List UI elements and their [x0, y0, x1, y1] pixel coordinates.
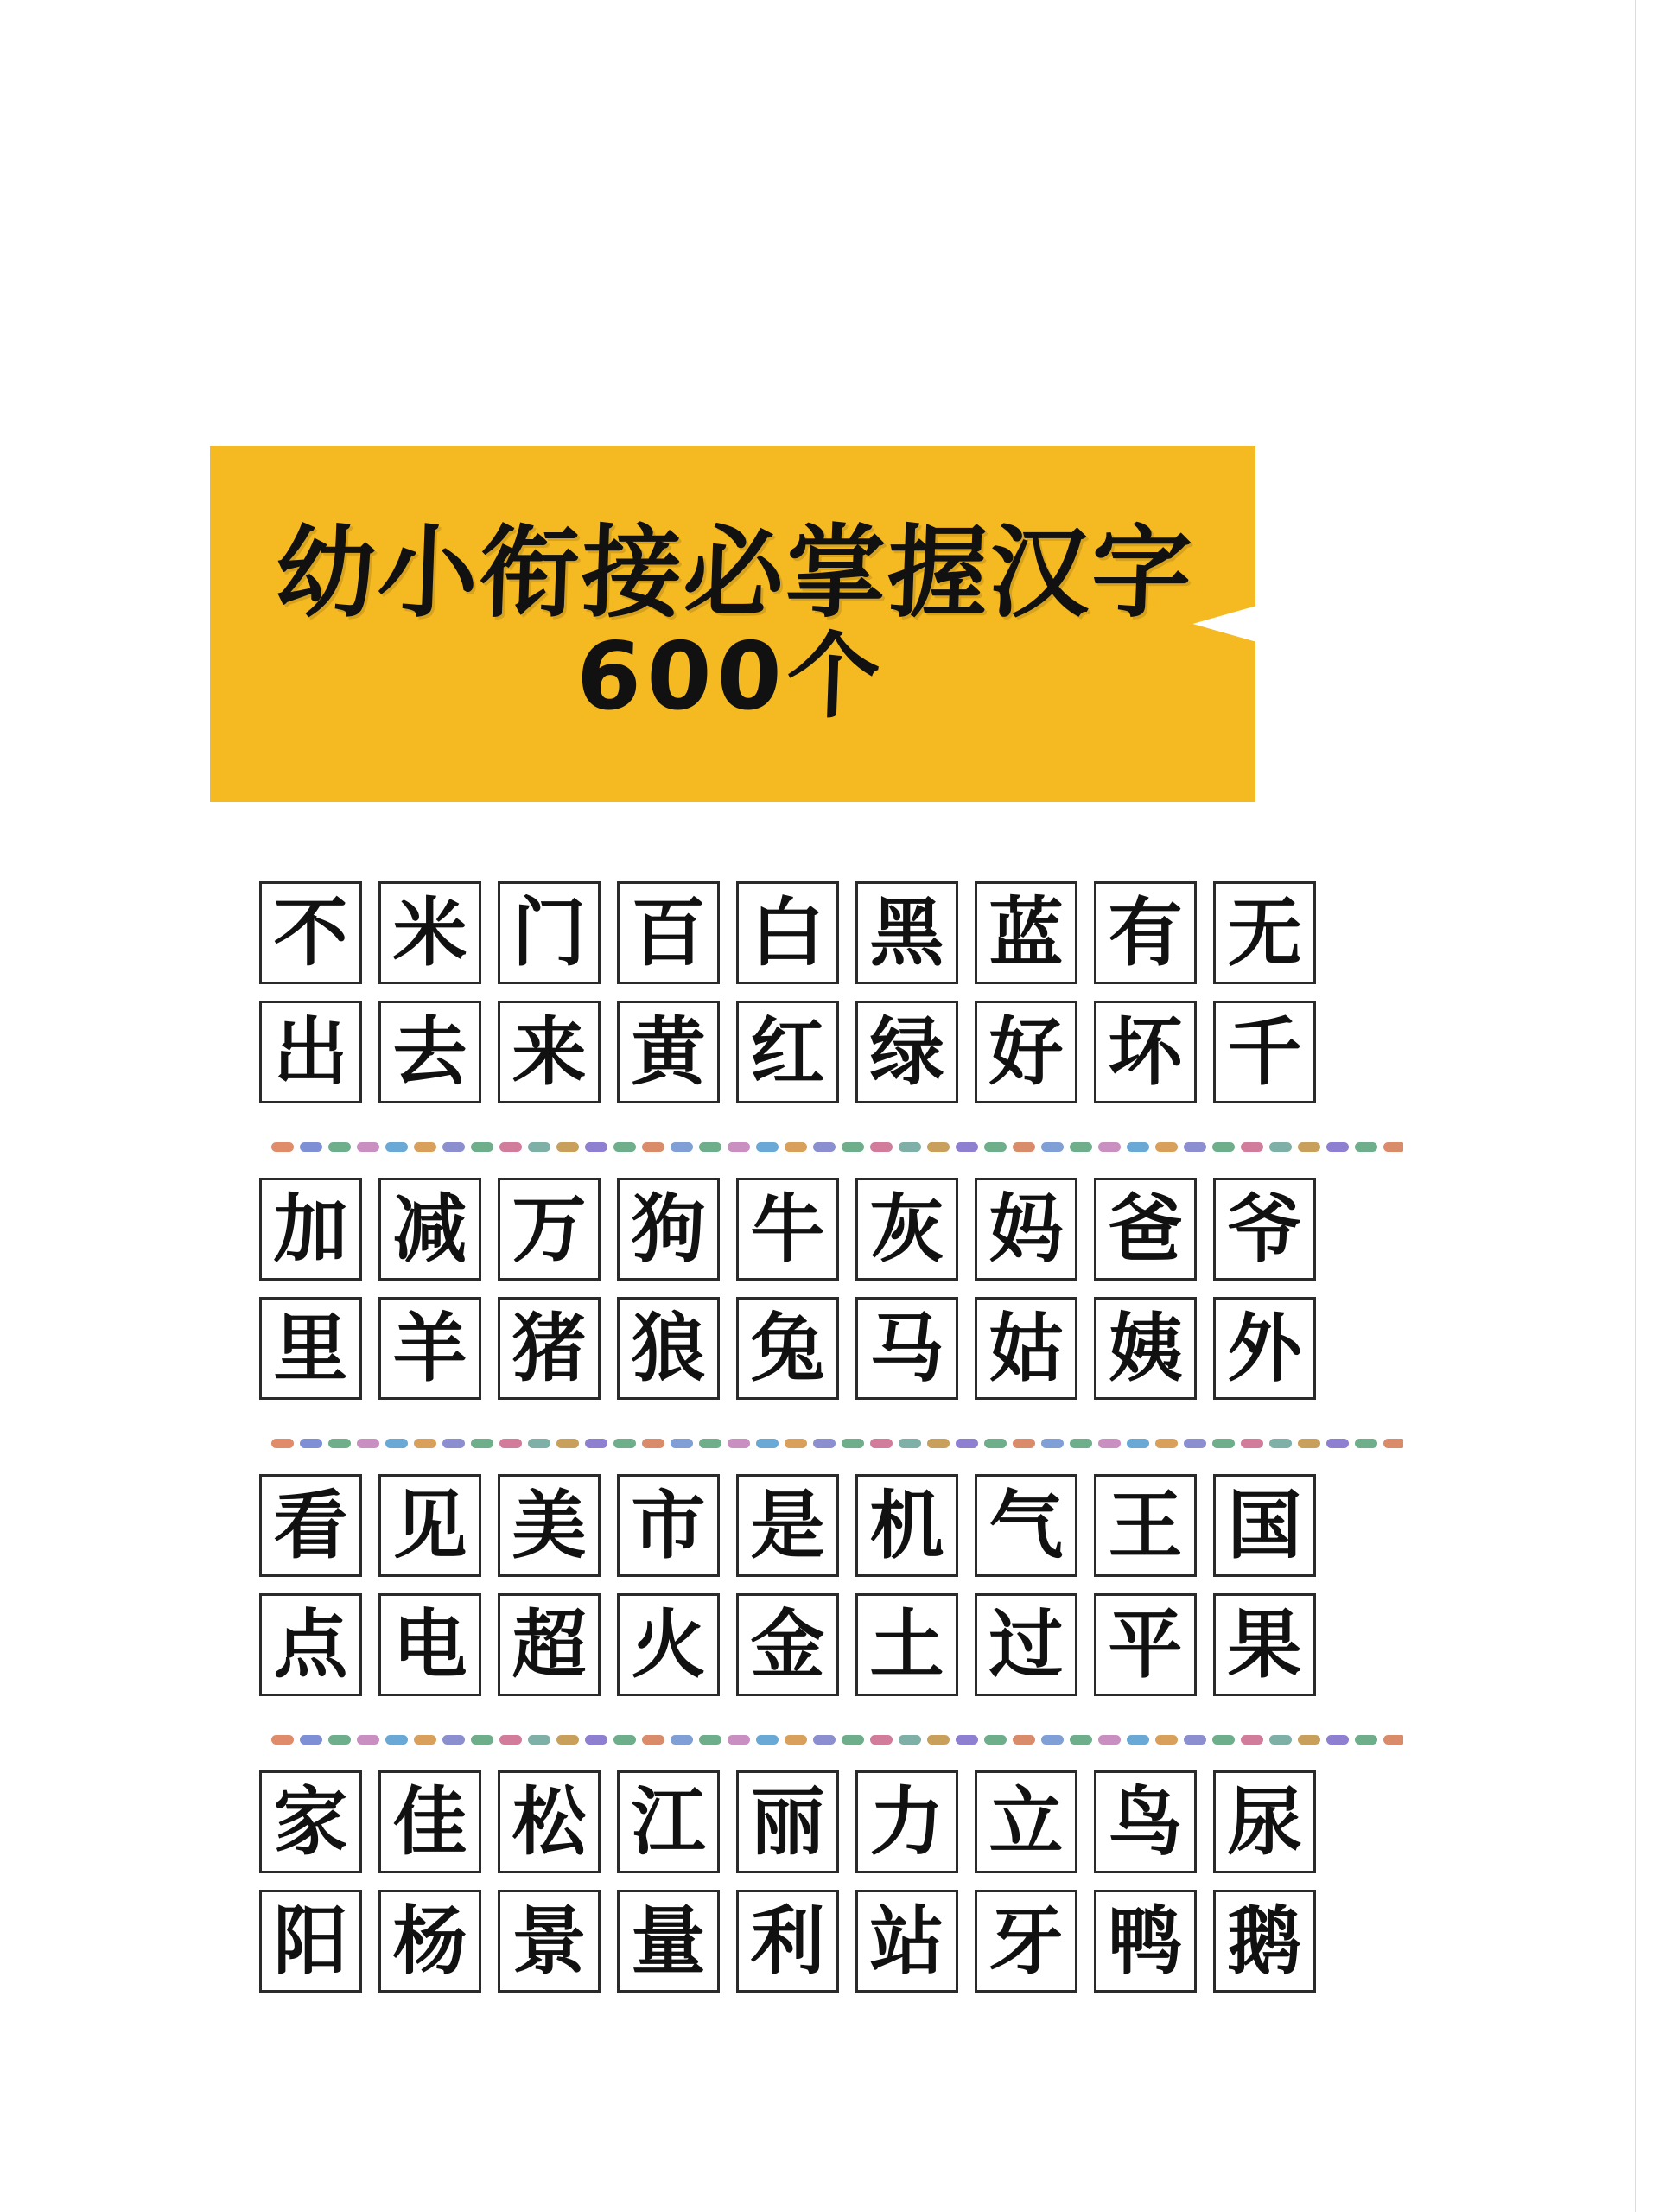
divider-dash	[1241, 1142, 1263, 1152]
character-row	[259, 1593, 1417, 1696]
divider-dash	[1298, 1439, 1320, 1448]
character-cell: 杨	[378, 1890, 481, 1993]
character-cell: 加	[259, 1178, 362, 1281]
divider-dash	[1041, 1735, 1064, 1745]
divider-dash	[357, 1735, 379, 1745]
character-cell: 见	[378, 1474, 481, 1577]
divider-dash	[385, 1439, 408, 1448]
character-cell: 点	[259, 1593, 362, 1696]
character-cell: 无	[1213, 881, 1316, 984]
divider-dash	[756, 1735, 779, 1745]
character-cell: 立	[975, 1770, 1077, 1873]
divider-dash	[1269, 1735, 1292, 1745]
character-cell: 站	[855, 1890, 958, 1993]
character-cell: 不	[259, 881, 362, 984]
divider-dash	[1212, 1142, 1235, 1152]
character-cell: 尿	[1213, 1770, 1316, 1873]
character-cell: 松	[498, 1770, 601, 1873]
divider-dash	[813, 1735, 836, 1745]
character-cell: 狼	[617, 1297, 720, 1400]
divider-dash	[528, 1735, 550, 1745]
divider-dash	[1269, 1439, 1292, 1448]
character-cell: 鹅	[1213, 1890, 1316, 1993]
divider-dash	[1383, 1142, 1403, 1152]
divider-dash	[271, 1735, 294, 1745]
divider-dash	[585, 1439, 607, 1448]
divider-dash	[671, 1735, 693, 1745]
divider-dash	[528, 1142, 550, 1152]
divider-dash	[499, 1735, 522, 1745]
divider-dash	[528, 1439, 550, 1448]
divider-dash	[1383, 1439, 1403, 1448]
character-cell: 减	[378, 1178, 481, 1281]
divider-dash	[1298, 1142, 1320, 1152]
character-cell: 妈	[975, 1178, 1077, 1281]
divider-dash	[756, 1142, 779, 1152]
divider-dash	[927, 1142, 950, 1152]
divider-dash	[1098, 1439, 1121, 1448]
divider-dash	[271, 1439, 294, 1448]
character-cell: 兔	[736, 1297, 839, 1400]
divider-dash	[728, 1439, 750, 1448]
divider-dash	[613, 1439, 636, 1448]
divider-dash	[699, 1142, 721, 1152]
character-cell: 米	[378, 881, 481, 984]
divider-dash	[927, 1439, 950, 1448]
character-cell: 火	[617, 1593, 720, 1696]
character-grid	[259, 1178, 1417, 1416]
divider-dash	[271, 1142, 294, 1152]
character-cell: 绿	[855, 1001, 958, 1103]
character-cell: 万	[498, 1178, 601, 1281]
divider-dash	[1184, 1142, 1206, 1152]
character-cell: 坏	[1094, 1001, 1197, 1103]
divider-dash	[1127, 1439, 1149, 1448]
character-group	[259, 1770, 1417, 2009]
character-cell: 姑	[975, 1297, 1077, 1400]
page-right-edge-rule	[1635, 0, 1636, 2212]
divider-dash	[357, 1142, 379, 1152]
divider-dash	[1155, 1439, 1178, 1448]
character-cell: 里	[259, 1297, 362, 1400]
character-cell: 是	[736, 1474, 839, 1577]
divider-dash	[1241, 1735, 1263, 1745]
page-title-line-1: 幼小衔接必掌握汉字	[273, 515, 1196, 632]
character-cell: 国	[1213, 1474, 1316, 1577]
character-row	[259, 1474, 1417, 1577]
divider-dash	[956, 1735, 978, 1745]
page-title-line-2: 600个	[574, 623, 887, 732]
divider-dash	[728, 1735, 750, 1745]
character-cell: 狗	[617, 1178, 720, 1281]
divider-dash	[1326, 1142, 1349, 1152]
divider-dash	[1070, 1735, 1092, 1745]
divider-dash	[1355, 1439, 1377, 1448]
banner-text-block	[204, 446, 1262, 802]
divider-dash	[328, 1439, 351, 1448]
character-cell: 黑	[855, 881, 958, 984]
character-cell: 马	[855, 1297, 958, 1400]
divider-dash	[442, 1439, 465, 1448]
divider-dash	[300, 1735, 322, 1745]
divider-dash	[1355, 1735, 1377, 1745]
divider-dash	[585, 1735, 607, 1745]
character-group	[259, 881, 1417, 1120]
divider-dash	[1127, 1735, 1149, 1745]
character-cell: 羊	[378, 1297, 481, 1400]
divider-dash	[1098, 1142, 1121, 1152]
divider-dash	[870, 1439, 893, 1448]
character-cell: 去	[378, 1001, 481, 1103]
divider-dash	[870, 1142, 893, 1152]
character-row	[259, 1001, 1417, 1103]
divider-dash	[642, 1735, 664, 1745]
divider-dash	[357, 1439, 379, 1448]
divider-dash	[813, 1439, 836, 1448]
section-divider	[271, 1439, 1403, 1448]
character-cell: 美	[498, 1474, 601, 1577]
character-cell: 超	[498, 1593, 601, 1696]
divider-dash	[556, 1142, 579, 1152]
character-cell: 百	[617, 881, 720, 984]
character-row	[259, 1770, 1417, 1873]
divider-dash	[1326, 1735, 1349, 1745]
character-cell: 利	[736, 1890, 839, 1993]
character-cell: 江	[617, 1770, 720, 1873]
divider-dash	[499, 1439, 522, 1448]
character-row	[259, 1890, 1417, 1993]
divider-dash	[300, 1439, 322, 1448]
divider-dash	[471, 1439, 493, 1448]
character-cell: 佳	[378, 1770, 481, 1873]
divider-dash	[1326, 1439, 1349, 1448]
character-cell: 红	[736, 1001, 839, 1103]
character-cell: 灰	[855, 1178, 958, 1281]
character-cell: 出	[259, 1001, 362, 1103]
character-cell: 鸟	[1094, 1770, 1197, 1873]
divider-dash	[984, 1439, 1007, 1448]
divider-dash	[1041, 1142, 1064, 1152]
character-cell: 王	[1094, 1474, 1197, 1577]
character-row	[259, 1297, 1417, 1400]
divider-dash	[842, 1735, 864, 1745]
divider-dash	[1155, 1142, 1178, 1152]
character-row	[259, 881, 1417, 984]
character-cell: 土	[855, 1593, 958, 1696]
divider-dash	[870, 1735, 893, 1745]
divider-dash	[613, 1735, 636, 1745]
character-cell: 姨	[1094, 1297, 1197, 1400]
divider-dash	[1155, 1735, 1178, 1745]
section-divider	[271, 1142, 1403, 1152]
divider-dash	[1184, 1439, 1206, 1448]
character-cell: 爸	[1094, 1178, 1197, 1281]
character-cell: 机	[855, 1474, 958, 1577]
divider-dash	[899, 1439, 921, 1448]
divider-dash	[385, 1735, 408, 1745]
divider-dash	[813, 1142, 836, 1152]
divider-dash	[1013, 1142, 1035, 1152]
divider-dash	[1013, 1439, 1035, 1448]
character-cell: 牙	[975, 1890, 1077, 1993]
divider-dash	[1212, 1439, 1235, 1448]
character-cell: 来	[498, 1001, 601, 1103]
character-cell: 爷	[1213, 1178, 1316, 1281]
divider-dash	[699, 1439, 721, 1448]
divider-dash	[728, 1142, 750, 1152]
divider-dash	[756, 1439, 779, 1448]
character-cell: 丽	[736, 1770, 839, 1873]
divider-dash	[1070, 1439, 1092, 1448]
divider-dash	[1127, 1142, 1149, 1152]
divider-dash	[328, 1735, 351, 1745]
character-cell: 黄	[617, 1001, 720, 1103]
divider-dash	[842, 1439, 864, 1448]
character-cell: 千	[1213, 1001, 1316, 1103]
divider-dash	[300, 1142, 322, 1152]
character-group	[259, 1178, 1417, 1416]
divider-dash	[385, 1142, 408, 1152]
character-cell: 过	[975, 1593, 1077, 1696]
divider-dash	[585, 1142, 607, 1152]
divider-dash	[1383, 1735, 1403, 1745]
divider-dash	[899, 1142, 921, 1152]
character-cell: 鸭	[1094, 1890, 1197, 1993]
divider-dash	[613, 1142, 636, 1152]
divider-dash	[899, 1735, 921, 1745]
character-row	[259, 1178, 1417, 1281]
divider-dash	[1041, 1439, 1064, 1448]
character-cell: 力	[855, 1770, 958, 1873]
character-cell: 市	[617, 1474, 720, 1577]
character-cell: 电	[378, 1593, 481, 1696]
divider-dash	[556, 1439, 579, 1448]
character-cell: 家	[259, 1770, 362, 1873]
divider-dash	[1098, 1735, 1121, 1745]
divider-dash	[414, 1735, 436, 1745]
divider-dash	[1184, 1735, 1206, 1745]
divider-dash	[442, 1142, 465, 1152]
divider-dash	[1070, 1142, 1092, 1152]
character-cell: 平	[1094, 1593, 1197, 1696]
divider-dash	[785, 1439, 807, 1448]
character-cell: 好	[975, 1001, 1077, 1103]
character-group	[259, 1474, 1417, 1713]
divider-dash	[499, 1142, 522, 1152]
divider-dash	[556, 1735, 579, 1745]
divider-dash	[1269, 1142, 1292, 1152]
character-cell: 有	[1094, 881, 1197, 984]
divider-dash	[1241, 1439, 1263, 1448]
divider-dash	[956, 1439, 978, 1448]
character-cell: 牛	[736, 1178, 839, 1281]
character-groups	[259, 881, 1417, 2009]
character-cell: 果	[1213, 1593, 1316, 1696]
character-cell: 气	[975, 1474, 1077, 1577]
divider-dash	[442, 1735, 465, 1745]
divider-dash	[414, 1142, 436, 1152]
character-cell: 阳	[259, 1890, 362, 1993]
character-cell: 蓝	[975, 881, 1077, 984]
divider-dash	[984, 1735, 1007, 1745]
divider-dash	[785, 1142, 807, 1152]
divider-dash	[328, 1142, 351, 1152]
divider-dash	[671, 1142, 693, 1152]
character-grid	[259, 881, 1417, 1120]
character-cell: 看	[259, 1474, 362, 1577]
divider-dash	[414, 1439, 436, 1448]
section-divider	[271, 1735, 1403, 1745]
character-cell: 金	[736, 1593, 839, 1696]
divider-dash	[1355, 1142, 1377, 1152]
divider-dash	[956, 1142, 978, 1152]
divider-dash	[842, 1142, 864, 1152]
character-cell: 门	[498, 881, 601, 984]
character-cell: 白	[736, 881, 839, 984]
divider-dash	[1013, 1735, 1035, 1745]
divider-dash	[471, 1142, 493, 1152]
character-grid	[259, 1770, 1417, 2009]
divider-dash	[984, 1142, 1007, 1152]
divider-dash	[642, 1439, 664, 1448]
character-cell: 量	[617, 1890, 720, 1993]
divider-dash	[1298, 1735, 1320, 1745]
divider-dash	[1212, 1735, 1235, 1745]
character-grid	[259, 1474, 1417, 1713]
character-cell: 猪	[498, 1297, 601, 1400]
divider-dash	[471, 1735, 493, 1745]
divider-dash	[927, 1735, 950, 1745]
title-banner	[210, 446, 1255, 802]
divider-dash	[642, 1142, 664, 1152]
character-cell: 外	[1213, 1297, 1316, 1400]
character-cell: 景	[498, 1890, 601, 1993]
divider-dash	[671, 1439, 693, 1448]
divider-dash	[699, 1735, 721, 1745]
divider-dash	[785, 1735, 807, 1745]
